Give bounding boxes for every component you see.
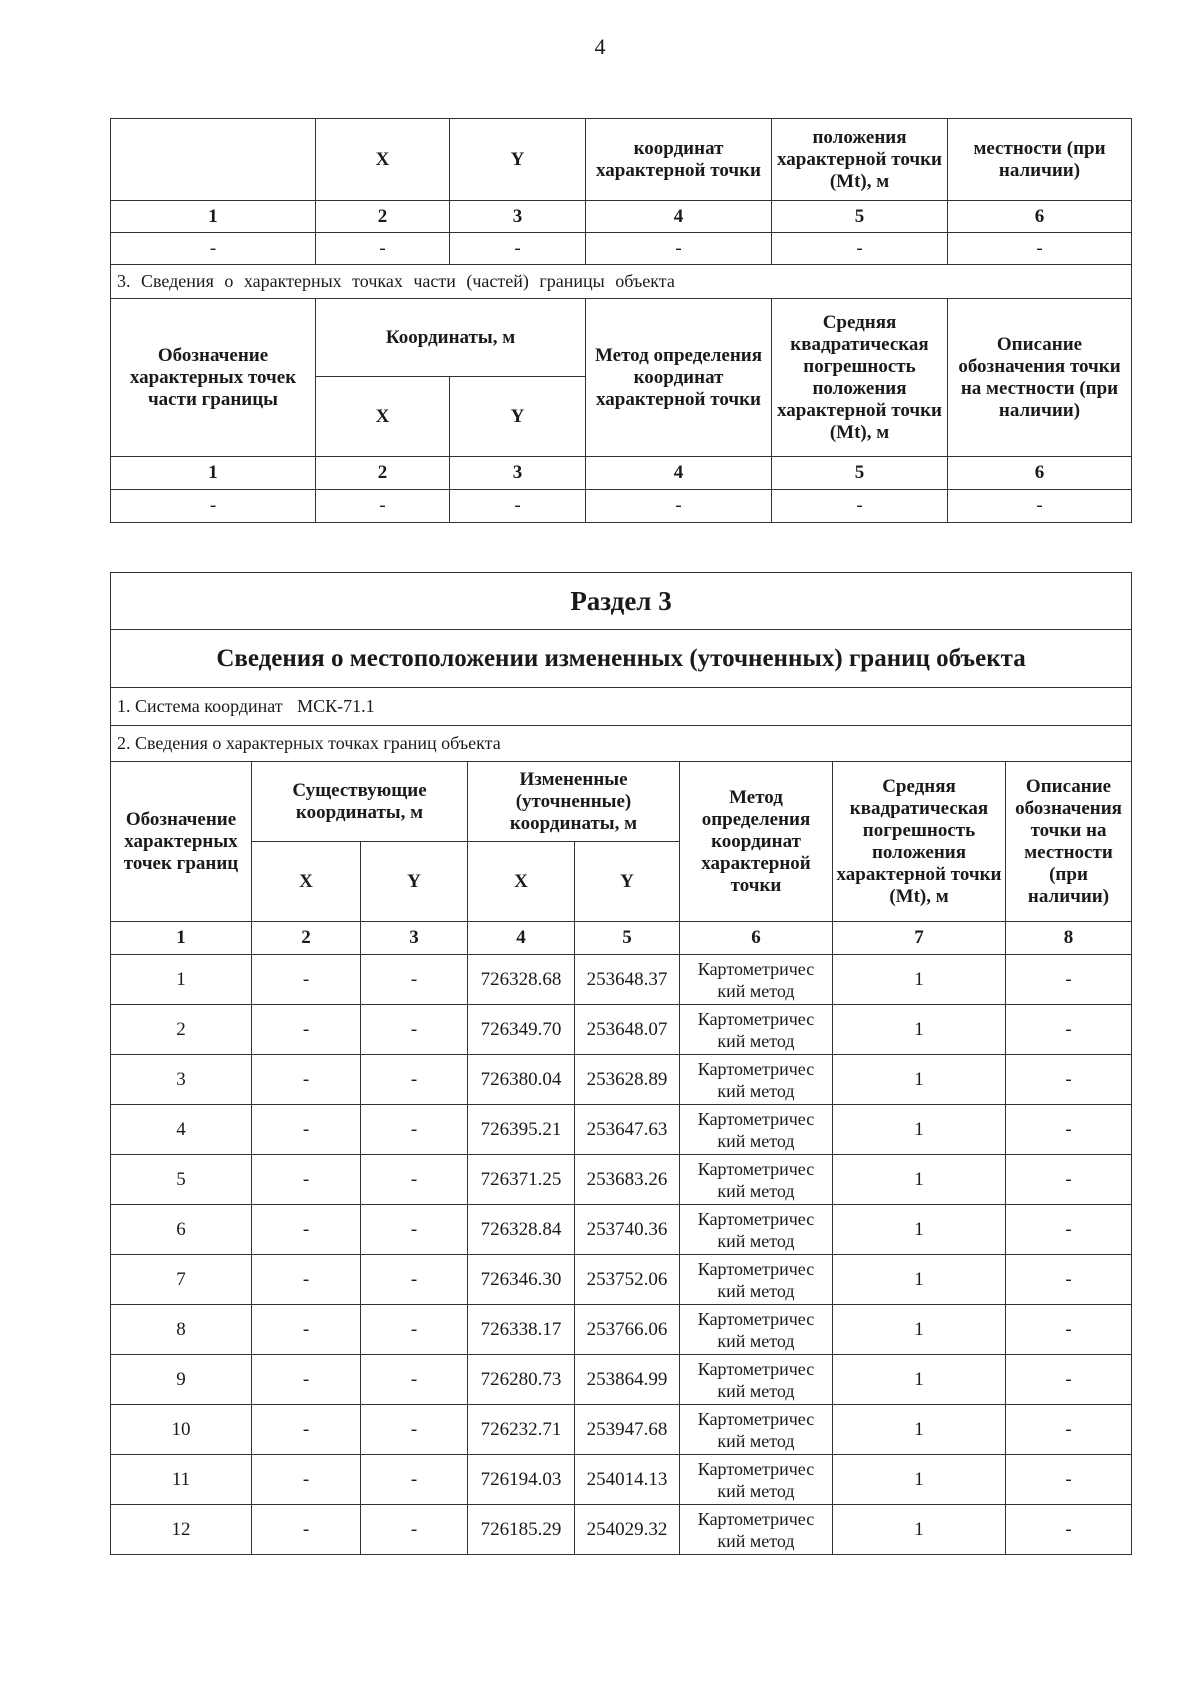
- cell-changed-y: 253648.37: [575, 955, 680, 1005]
- cell-existing-x: -: [252, 1005, 361, 1055]
- cell-method: Картометричес кий метод: [680, 955, 833, 1005]
- cell-existing-y: -: [361, 1005, 468, 1055]
- cell-existing-y: -: [361, 1205, 468, 1255]
- cell-changed-x: 726280.73: [468, 1355, 575, 1405]
- cell-changed-x: 726232.71: [468, 1405, 575, 1455]
- table-row: [111, 955, 1132, 1005]
- cell-point-number: 10: [111, 1405, 252, 1455]
- col-number: 1: [111, 922, 252, 955]
- dash-cell: -: [586, 233, 772, 265]
- cell-existing-y: -: [361, 1455, 468, 1505]
- points-title-row: [111, 726, 1132, 762]
- header-existing-coords: Существующие координаты, м: [252, 762, 468, 842]
- part3-header-designation: Обозначение характерных точек части границы: [111, 299, 316, 457]
- col-number: 1: [111, 457, 316, 490]
- table-row: [111, 1205, 1132, 1255]
- header-changed-y: Y: [575, 842, 680, 922]
- section-subtitle: Сведения о местоположении измененных (уточненных) границ объекта: [111, 630, 1132, 688]
- table-row: [111, 1405, 1132, 1455]
- cell-point-number: 2: [111, 1005, 252, 1055]
- cell-changed-y: 253766.06: [575, 1305, 680, 1355]
- cell-accuracy: 1: [833, 1505, 1006, 1555]
- col-number: 6: [948, 457, 1132, 490]
- cell-accuracy: 1: [833, 1105, 1006, 1155]
- cell-changed-x: 726380.04: [468, 1055, 575, 1105]
- cell-method: Картометричес кий метод: [680, 1055, 833, 1105]
- table-row: [111, 1305, 1132, 1355]
- cell-point-number: 6: [111, 1205, 252, 1255]
- section-title: Раздел 3: [111, 573, 1132, 630]
- cell-existing-y: -: [361, 1255, 468, 1305]
- cell-accuracy: 1: [833, 1055, 1006, 1105]
- header-existing-y: Y: [361, 842, 468, 922]
- cell-method: Картометричес кий метод: [680, 1255, 833, 1305]
- header-cell-empty: [111, 119, 316, 201]
- table-row: [111, 1155, 1132, 1205]
- cell-changed-y: 253683.26: [575, 1155, 680, 1205]
- cell-accuracy: 1: [833, 1455, 1006, 1505]
- cell-changed-y: 253647.63: [575, 1105, 680, 1155]
- cell-method: Картометричес кий метод: [680, 1155, 833, 1205]
- cell-accuracy: 1: [833, 1305, 1006, 1355]
- col-number: 1: [111, 201, 316, 233]
- table-row: [111, 1455, 1132, 1505]
- cell-changed-x: 726328.84: [468, 1205, 575, 1255]
- col-number: 4: [586, 457, 772, 490]
- cell-changed-y: 253752.06: [575, 1255, 680, 1305]
- col-number: 2: [316, 457, 450, 490]
- cell-changed-y: 253864.99: [575, 1355, 680, 1405]
- column-numbers-row: [111, 201, 1132, 233]
- cell-existing-x: -: [252, 1405, 361, 1455]
- cell-changed-y: 253648.07: [575, 1005, 680, 1055]
- continued-header-row: [111, 119, 1132, 201]
- col-number: 3: [450, 457, 586, 490]
- cell-point-number: 11: [111, 1455, 252, 1505]
- cell-description: -: [1006, 1155, 1132, 1205]
- cell-method: Картометричес кий метод: [680, 1105, 833, 1155]
- cell-changed-y: 253628.89: [575, 1055, 680, 1105]
- cell-existing-y: -: [361, 1505, 468, 1555]
- cell-existing-x: -: [252, 1055, 361, 1105]
- cell-point-number: 12: [111, 1505, 252, 1555]
- cell-description: -: [1006, 1455, 1132, 1505]
- dash-cell: -: [111, 233, 316, 265]
- part3-column-numbers-row: [111, 457, 1132, 490]
- cell-method: Картометричес кий метод: [680, 1455, 833, 1505]
- col-number: 7: [833, 922, 1006, 955]
- cell-point-number: 7: [111, 1255, 252, 1305]
- cell-changed-y: 254029.32: [575, 1505, 680, 1555]
- header-accuracy: Средняя квадратическая погрешность положения характерной точки (Mt), м: [833, 762, 1006, 922]
- section3-table: [110, 572, 1132, 1555]
- cell-existing-x: -: [252, 1255, 361, 1305]
- col-number: 8: [1006, 922, 1132, 955]
- page-number: 4: [594, 34, 606, 59]
- cell-method: Картометричес кий метод: [680, 1005, 833, 1055]
- header-y: Y: [450, 119, 586, 201]
- part3-header-row-1: [111, 299, 1132, 377]
- cell-description: -: [1006, 1205, 1132, 1255]
- cell-existing-y: -: [361, 1405, 468, 1455]
- point-rows: [111, 955, 1132, 1555]
- cell-accuracy: 1: [833, 1255, 1006, 1305]
- dash-cell: -: [316, 233, 450, 265]
- cell-point-number: 1: [111, 955, 252, 1005]
- cell-accuracy: 1: [833, 1005, 1006, 1055]
- dash-cell: -: [772, 233, 948, 265]
- table-row: [111, 1355, 1132, 1405]
- dash-cell: -: [772, 490, 948, 523]
- part3-header-x: X: [316, 377, 450, 457]
- header-changed-x: X: [468, 842, 575, 922]
- cell-existing-x: -: [252, 1505, 361, 1555]
- header-description: Описание обозначения точки на местности (при наличии): [1006, 762, 1132, 922]
- cell-changed-x: 726185.29: [468, 1505, 575, 1555]
- header-x: X: [316, 119, 450, 201]
- cell-description: -: [1006, 1255, 1132, 1305]
- cell-description: -: [1006, 1055, 1132, 1105]
- coord-system-label: 1. Система координат: [117, 696, 283, 716]
- header-method: Метод определения координат характерной точки: [680, 762, 833, 922]
- col-number: 2: [252, 922, 361, 955]
- cell-existing-y: -: [361, 955, 468, 1005]
- cell-accuracy: 1: [833, 1405, 1006, 1455]
- header-description: местности (при наличии): [948, 119, 1132, 201]
- cell-method: Картометричес кий метод: [680, 1205, 833, 1255]
- part3-header-y: Y: [450, 377, 586, 457]
- dash-cell: -: [111, 490, 316, 523]
- cell-point-number: 4: [111, 1105, 252, 1155]
- column-numbers-row: [111, 922, 1132, 955]
- header-designation: Обозначение характерных точек границ: [111, 762, 252, 922]
- cell-description: -: [1006, 1005, 1132, 1055]
- cell-description: -: [1006, 1505, 1132, 1555]
- cell-description: -: [1006, 955, 1132, 1005]
- col-number: 3: [361, 922, 468, 955]
- cell-method: Картометричес кий метод: [680, 1405, 833, 1455]
- cell-description: -: [1006, 1105, 1132, 1155]
- col-number: 4: [586, 201, 772, 233]
- header-changed-coords: Измененные (уточненные) координаты, м: [468, 762, 680, 842]
- section-title-row: [111, 573, 1132, 630]
- dash-cell: -: [948, 233, 1132, 265]
- part3-header-coords: Координаты, м: [316, 299, 586, 377]
- cell-changed-y: 253947.68: [575, 1405, 680, 1455]
- cell-point-number: 8: [111, 1305, 252, 1355]
- cell-existing-x: -: [252, 955, 361, 1005]
- cell-changed-y: 253740.36: [575, 1205, 680, 1255]
- dash-cell: -: [450, 233, 586, 265]
- part3-header-accuracy: Средняя квадратическая погрешность положения характерной точки (Mt), м: [772, 299, 948, 457]
- cell-existing-y: -: [361, 1055, 468, 1105]
- part3-title-row: [111, 265, 1132, 299]
- coord-system-row: [111, 688, 1132, 726]
- cell-existing-x: -: [252, 1205, 361, 1255]
- cell-existing-x: -: [252, 1305, 361, 1355]
- coord-system-value: МСК-71.1: [297, 696, 375, 716]
- cell-point-number: 5: [111, 1155, 252, 1205]
- cell-changed-y: 254014.13: [575, 1455, 680, 1505]
- cell-changed-x: 726395.21: [468, 1105, 575, 1155]
- cell-existing-y: -: [361, 1105, 468, 1155]
- cell-existing-y: -: [361, 1355, 468, 1405]
- empty-data-row: [111, 233, 1132, 265]
- part3-header-description: Описание обозначения точки на местности (при наличии): [948, 299, 1132, 457]
- col-number: 5: [575, 922, 680, 955]
- cell-description: -: [1006, 1305, 1132, 1355]
- cell-changed-x: 726328.68: [468, 955, 575, 1005]
- table-row: [111, 1105, 1132, 1155]
- col-number: 2: [316, 201, 450, 233]
- coord-system: [111, 688, 1132, 726]
- col-number: 5: [772, 201, 948, 233]
- points-title: 2. Сведения о характерных точках границ объекта: [111, 726, 1132, 762]
- cell-changed-x: 726194.03: [468, 1455, 575, 1505]
- cell-accuracy: 1: [833, 1355, 1006, 1405]
- part3-title: 3. Сведения о характерных точках части (частей) границы объекта: [111, 265, 1132, 299]
- cell-existing-y: -: [361, 1305, 468, 1355]
- cell-point-number: 9: [111, 1355, 252, 1405]
- header-row-1: [111, 762, 1132, 842]
- cell-accuracy: 1: [833, 1155, 1006, 1205]
- dash-cell: -: [586, 490, 772, 523]
- cell-accuracy: 1: [833, 955, 1006, 1005]
- part3-empty-data-row: [111, 490, 1132, 523]
- dash-cell: -: [316, 490, 450, 523]
- col-number: 6: [948, 201, 1132, 233]
- cell-existing-x: -: [252, 1455, 361, 1505]
- boundary-points-table-continued: [110, 118, 1132, 523]
- cell-existing-x: -: [252, 1155, 361, 1205]
- cell-changed-x: 726346.30: [468, 1255, 575, 1305]
- header-method: координат характерной точки: [586, 119, 772, 201]
- col-number: 5: [772, 457, 948, 490]
- dash-cell: -: [948, 490, 1132, 523]
- cell-existing-y: -: [361, 1155, 468, 1205]
- cell-method: Картометричес кий метод: [680, 1505, 833, 1555]
- cell-changed-x: 726371.25: [468, 1155, 575, 1205]
- table-row: [111, 1505, 1132, 1555]
- header-existing-x: X: [252, 842, 361, 922]
- cell-changed-x: 726349.70: [468, 1005, 575, 1055]
- cell-point-number: 3: [111, 1055, 252, 1105]
- cell-method: Картометричес кий метод: [680, 1355, 833, 1405]
- table-row: [111, 1255, 1132, 1305]
- table-row: [111, 1005, 1132, 1055]
- dash-cell: -: [450, 490, 586, 523]
- cell-accuracy: 1: [833, 1205, 1006, 1255]
- table-row: [111, 1055, 1132, 1105]
- cell-existing-x: -: [252, 1355, 361, 1405]
- col-number: 4: [468, 922, 575, 955]
- col-number: 6: [680, 922, 833, 955]
- cell-method: Картометричес кий метод: [680, 1305, 833, 1355]
- cell-changed-x: 726338.17: [468, 1305, 575, 1355]
- cell-description: -: [1006, 1405, 1132, 1455]
- section-subtitle-row: [111, 630, 1132, 688]
- header-accuracy: положения характерной точки (Mt), м: [772, 119, 948, 201]
- cell-existing-x: -: [252, 1105, 361, 1155]
- cell-description: -: [1006, 1355, 1132, 1405]
- part3-header-method: Метод определения координат характерной точки: [586, 299, 772, 457]
- col-number: 3: [450, 201, 586, 233]
